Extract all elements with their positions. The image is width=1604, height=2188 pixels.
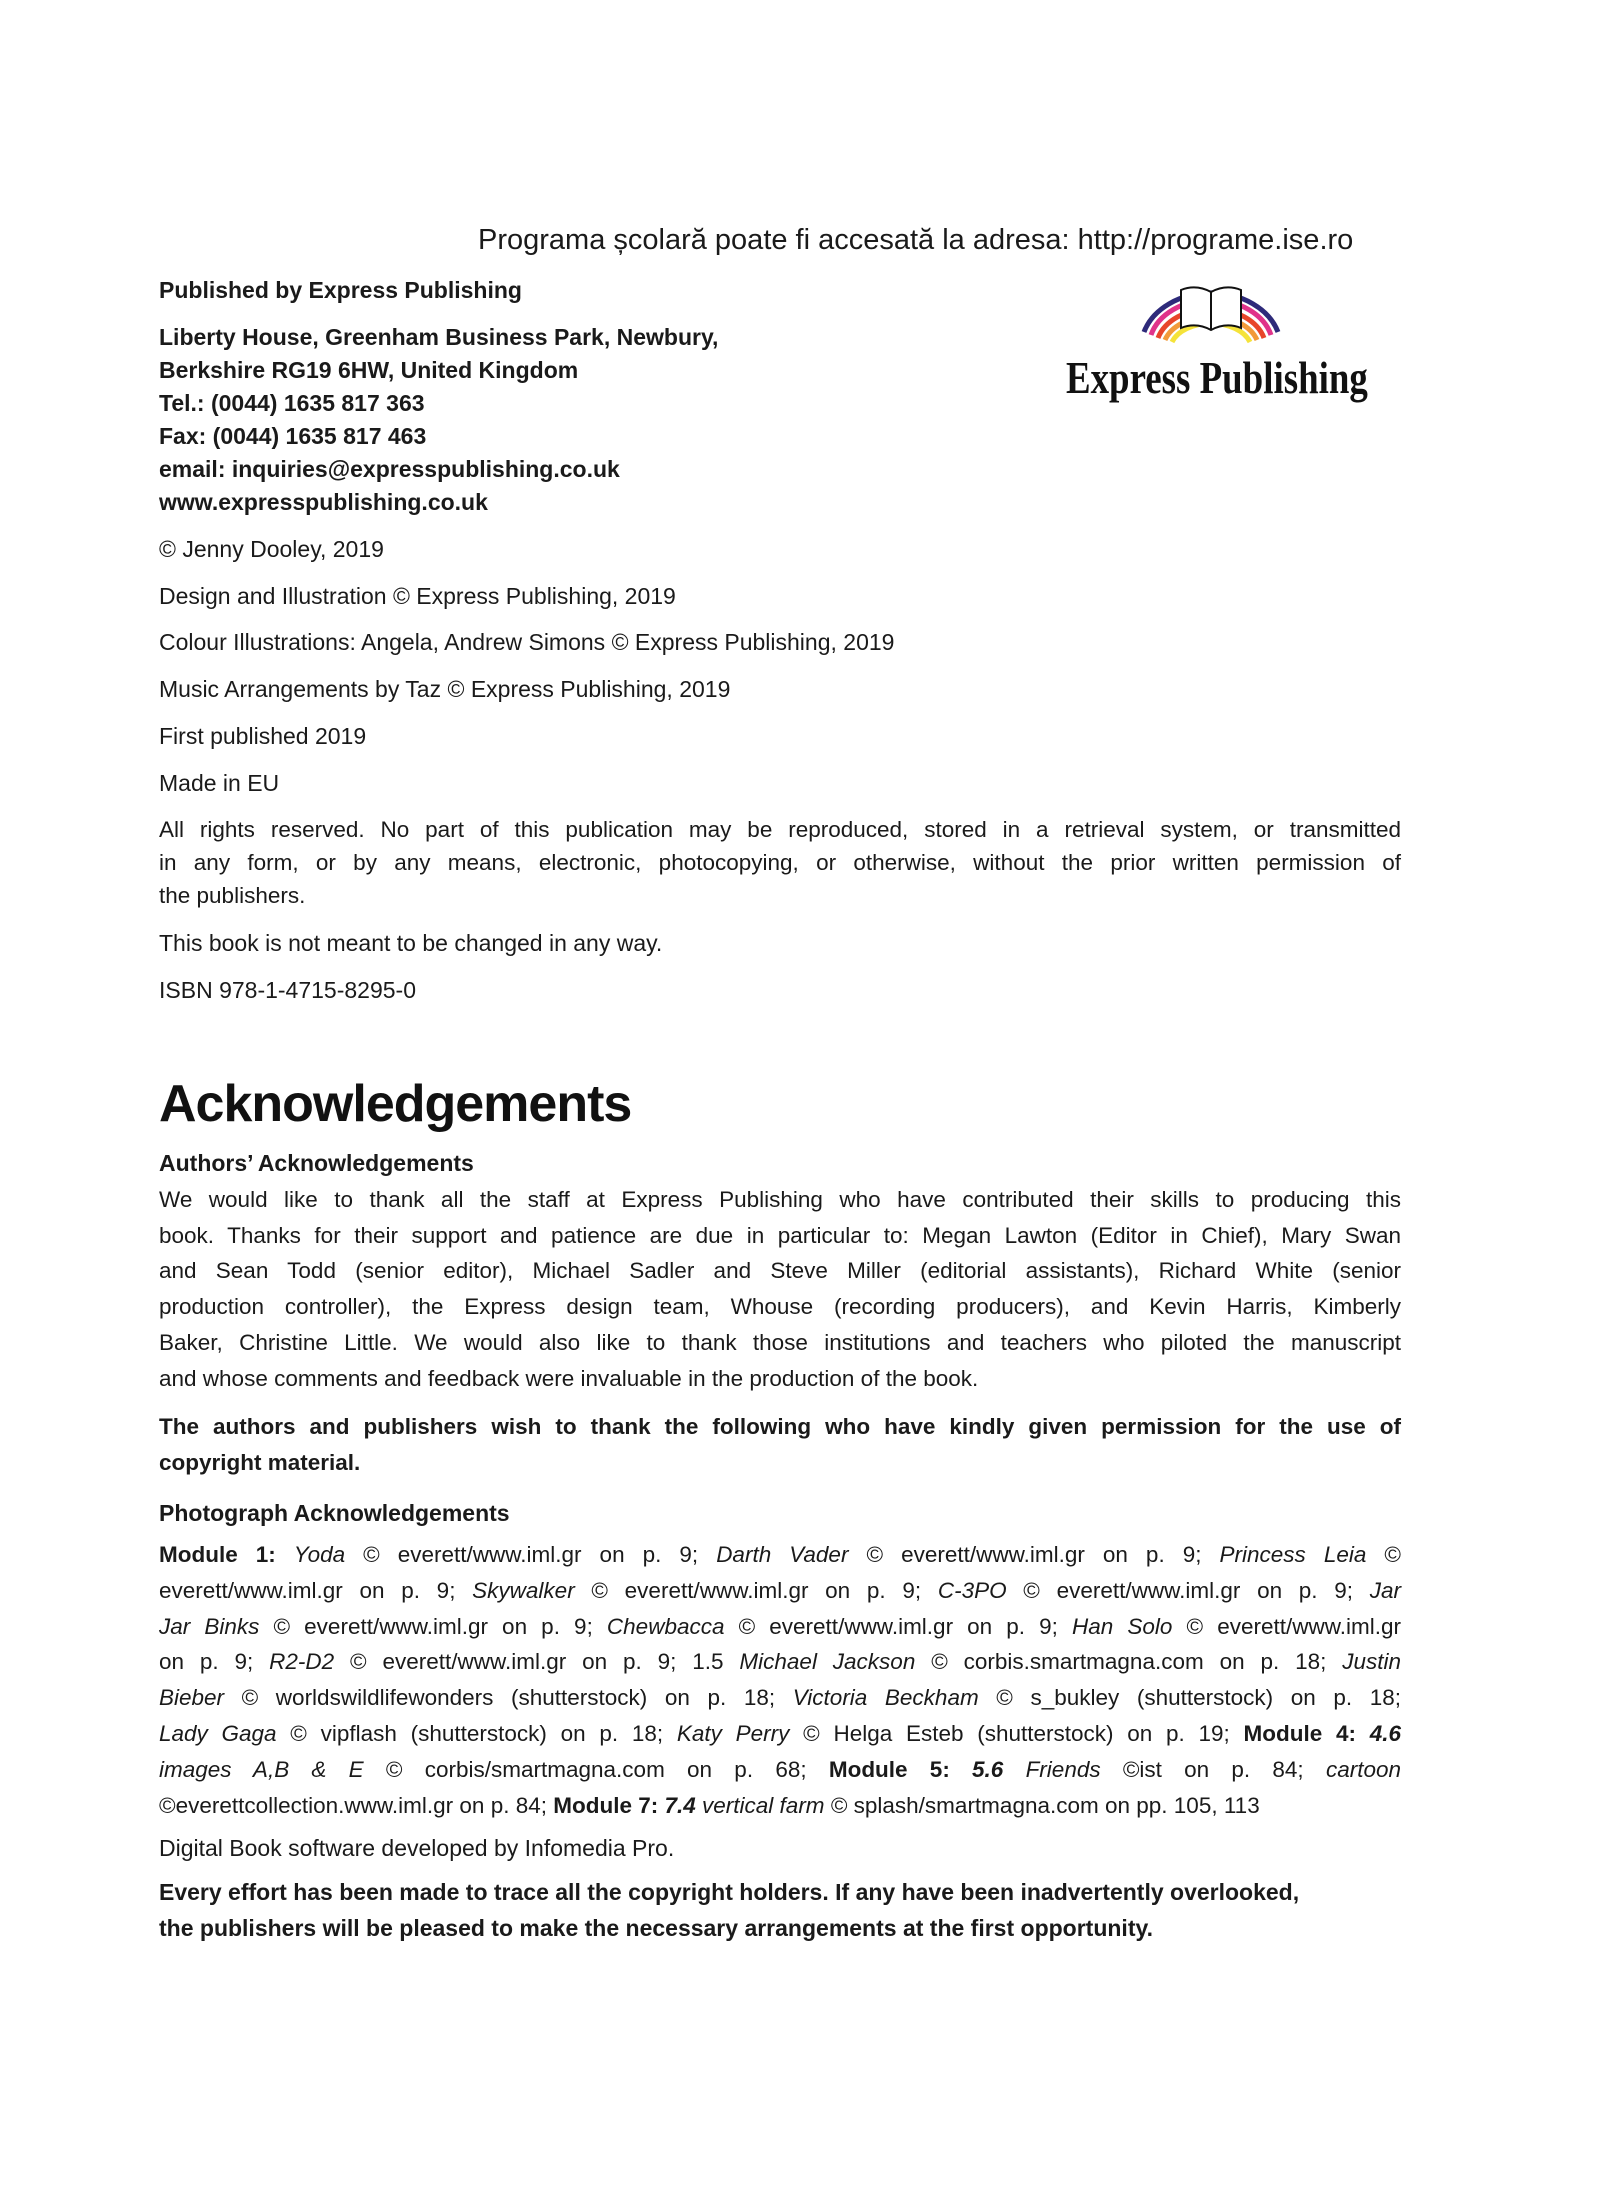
permission-line: copyright material. — [159, 1450, 361, 1475]
photo-ack-segment: ©everettcollection.www.iml.gr on p. 84; — [159, 1792, 554, 1818]
authors-ack-line: and Sean Todd (senior editor), Michael Sadler and Steve Miller (editorial assistants), Richard White (senior — [159, 1258, 1401, 1284]
photo-ack-line — [159, 1644, 1401, 1680]
photo-ack-segment: Module 7: — [553, 1792, 665, 1818]
photo-ack-segment: Module 4: — [1243, 1721, 1370, 1746]
photo-ack-line — [159, 1609, 1401, 1645]
address-line: Liberty House, Greenham Business Park, Newbury, — [159, 324, 719, 350]
photo-ack-segment: © everett/www.iml.gr on p. 9; — [345, 1542, 717, 1567]
photo-ack-segment: Skywalker — [472, 1577, 575, 1603]
photo-ack-segment: © splash/smartmagna.com on pp. 105, 113 — [824, 1792, 1260, 1818]
photo-ack-segment: everett/www.iml.gr on p. 9; — [159, 1577, 473, 1603]
credit-line: Music Arrangements by Taz © Express Publishing, 2019 — [159, 676, 731, 703]
photo-ack-line — [159, 1680, 1401, 1716]
credit-line: Made in EU — [159, 769, 280, 796]
photo-ack-segment: © vipflash (shutterstock) on p. 18; — [276, 1721, 677, 1746]
photo-ack-segment: Bieber — [159, 1685, 225, 1711]
photo-ack-line — [159, 1752, 1401, 1788]
photo-ack-segment: © everett/www.iml.gr on p. 9; — [724, 1613, 1073, 1639]
photo-ack-segment: © — [1366, 1542, 1401, 1567]
photo-ack-segment: Chewbacca — [606, 1613, 725, 1639]
digital-book-note: Digital Book software developed by Infomedia Pro. — [159, 1835, 675, 1861]
authors-ack-line: production controller), the Express design team, Whouse (recording producers), and Kevin Harris, Kimberly — [159, 1294, 1401, 1320]
acknowledgements-title: Acknowledgements — [159, 1075, 632, 1133]
photo-ack-segment: Lady Gaga — [159, 1721, 277, 1746]
credit-line: © Jenny Dooley, 2019 — [159, 536, 384, 562]
photo-ack-segment: C-3PO — [937, 1577, 1007, 1603]
photo-ack-segment: Friends — [1003, 1756, 1101, 1782]
rights-line: the publishers. — [159, 883, 306, 908]
photo-ack-line — [159, 1537, 1401, 1573]
photo-ack-segment: © corbis/smartmagna.com on p. 68; — [363, 1756, 829, 1782]
photo-ack-line — [159, 1716, 1401, 1752]
address-line: Fax: (0044) 1635 817 463 — [159, 423, 427, 449]
photo-ack-segment: © everett/www.iml.gr — [1172, 1613, 1402, 1639]
photo-ack-segment: Katy Perry — [676, 1721, 790, 1746]
photo-ack-segment: 5.6 — [972, 1756, 1004, 1782]
photo-ack-segment: © everett/www.iml.gr on p. 9; — [1006, 1577, 1370, 1603]
authors-ack-line: book. Thanks for their support and patience are due in particular to: Megan Lawton (Editor in Chief), Mary Swan — [159, 1222, 1401, 1248]
published-by: Published by Express Publishing — [159, 277, 522, 303]
photo-ack-segment: Jar Binks — [159, 1613, 260, 1639]
photo-ack-segment: © everett/www.iml.gr on p. 9; — [259, 1613, 607, 1639]
photo-ack-segment: Justin — [1342, 1649, 1402, 1675]
photo-ack-line — [159, 1573, 1401, 1609]
photo-ack-segment: 4.6 — [1369, 1721, 1401, 1746]
authors-ack-heading: Authors’ Acknowledgements — [159, 1150, 474, 1176]
authors-ack-line: and whose comments and feedback were invaluable in the production of the book. — [159, 1365, 979, 1391]
photo-ack-segment: cartoon — [1325, 1756, 1401, 1782]
logo-text: Express Publishing — [1066, 353, 1368, 403]
isbn: ISBN 978-1-4715-8295-0 — [159, 977, 416, 1003]
photo-ack-segment: Jar — [1369, 1577, 1401, 1603]
permission-line: The authors and publishers wish to thank the following who have kindly given permission for the use of — [159, 1414, 1401, 1439]
photo-ack-segment: on p. 9; — [159, 1649, 270, 1675]
address-line: Berkshire RG19 6HW, United Kingdom — [159, 357, 579, 383]
logo-rainbow-book-icon — [1136, 280, 1286, 344]
photo-ack-segment: © everett/www.iml.gr on p. 9; — [848, 1542, 1220, 1567]
photo-ack-segment: Module 1: — [159, 1542, 294, 1567]
photo-ack-segment: © corbis.smartmagna.com on p. 18; — [915, 1649, 1343, 1675]
address-line: Tel.: (0044) 1635 817 363 — [159, 390, 425, 416]
photo-ack-segment: vertical farm — [695, 1792, 825, 1818]
photo-ack-segment: Michael Jackson — [739, 1649, 916, 1675]
effort-line: Every effort has been made to trace all the copyright holders. If any have been inadvertently overlooked, — [159, 1879, 1300, 1905]
photo-ack-segment: Yoda — [293, 1542, 346, 1567]
photo-ack-segment: © everett/www.iml.gr on p. 9; — [574, 1577, 938, 1603]
authors-ack-line: We would like to thank all the staff at Express Publishing who have contributed their skills to producing this — [159, 1187, 1401, 1212]
credit-line: Colour Illustrations: Angela, Andrew Simons © Express Publishing, 2019 — [159, 629, 895, 656]
photo-ack-segment: Module 5: — [828, 1756, 973, 1782]
address-line: email: inquiries@expresspublishing.co.uk — [159, 456, 620, 482]
authors-ack-line: Baker, Christine Little. We would also like to thank those institutions and teachers who piloted the manuscript — [159, 1329, 1401, 1355]
photo-ack-segment: R2-D2 — [269, 1649, 335, 1675]
effort-line: the publishers will be pleased to make the necessary arrangements at the first opportunity. — [159, 1915, 1153, 1941]
address-line: www.expresspublishing.co.uk — [159, 489, 488, 515]
photo-ack-segment: Darth Vader — [716, 1542, 849, 1567]
photo-ack-line — [159, 1788, 1401, 1824]
rights-line: in any form, or by any means, electronic, photocopying, or otherwise, without the prior written permission of — [159, 850, 1401, 875]
credit-line: Design and Illustration © Express Publishing, 2019 — [159, 582, 676, 609]
photo-ack-segment: Han Solo — [1072, 1613, 1173, 1639]
curriculum-note: Programa școlară poate fi accesată la adresa: http://programe.ise.ro — [478, 224, 1354, 256]
photo-ack-segment: © s_bukley (shutterstock) on p. 18; — [978, 1685, 1401, 1711]
photo-ack-segment: images A,B & E — [159, 1756, 364, 1782]
photo-ack-segment: ©ist on p. 84; — [1100, 1756, 1326, 1782]
credit-line: First published 2019 — [159, 722, 367, 749]
photo-ack-segment: Victoria Beckham — [792, 1685, 979, 1711]
photo-ack-segment: © worldswildlifewonders (shutterstock) on p. 18; — [224, 1685, 793, 1711]
photo-ack-segment: © Helga Esteb (shutterstock) on p. 19; — [789, 1721, 1244, 1746]
not-changed-note: This book is not meant to be changed in any way. — [159, 930, 663, 956]
photo-ack-segment: 7.4 — [664, 1792, 696, 1818]
photo-ack-segment: © everett/www.iml.gr on p. 9; 1.5 — [334, 1649, 740, 1675]
rights-line: All rights reserved. No part of this publication may be reproduced, stored in a retrieval system, or transmitted — [159, 817, 1401, 842]
photo-ack-segment: Princess Leia — [1219, 1542, 1367, 1567]
photo-ack-heading: Photograph Acknowledgements — [159, 1500, 510, 1526]
